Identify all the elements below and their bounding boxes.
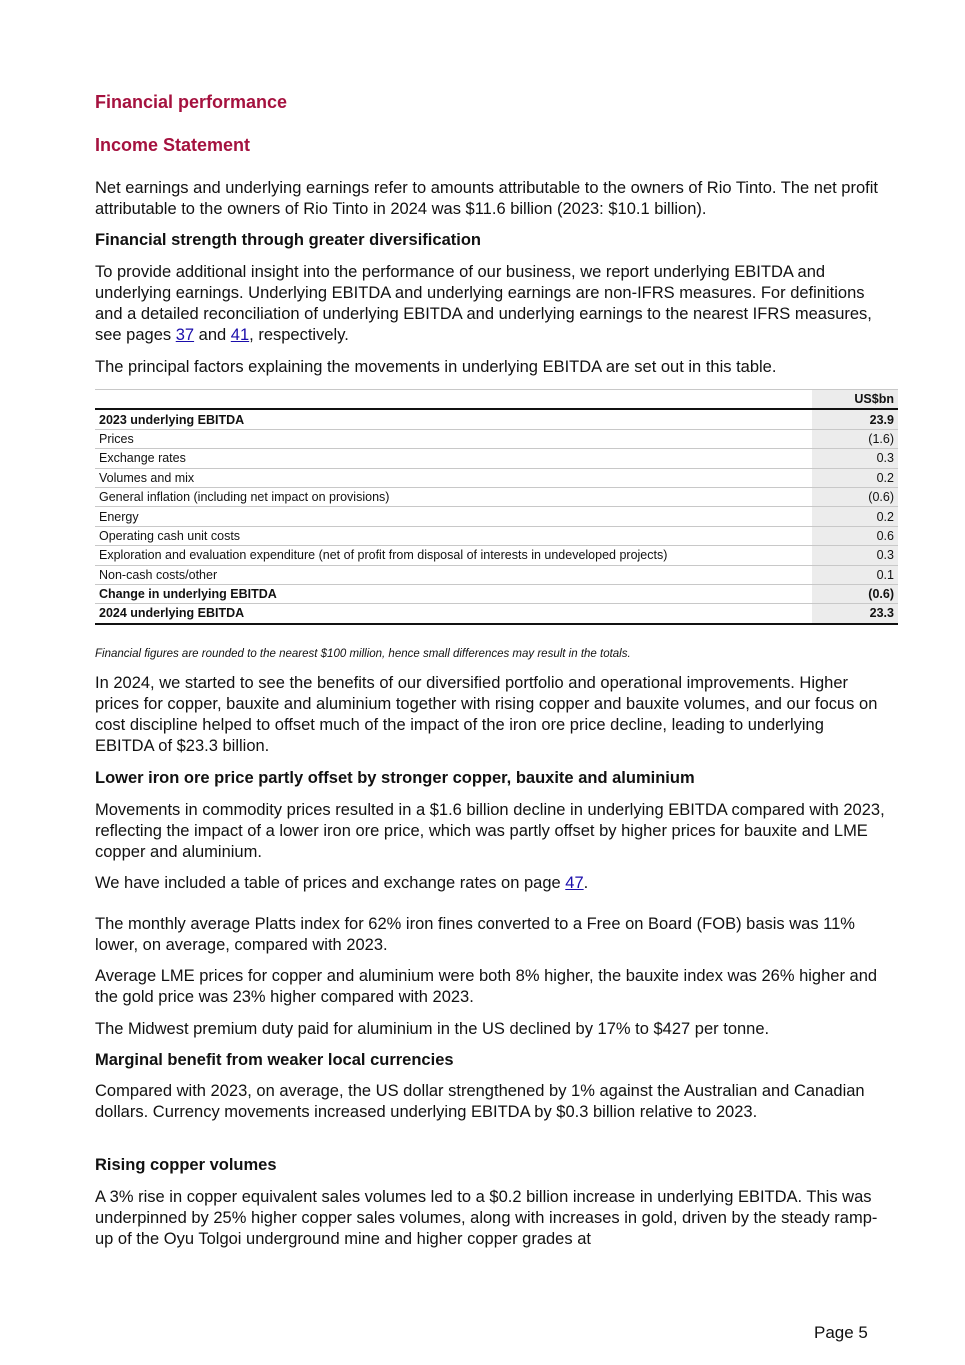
- row-label: Exploration and evaluation expenditure (net of profit from disposal of interests in undeveloped projects): [95, 546, 812, 565]
- row-label: 2023 underlying EBITDA: [95, 409, 812, 429]
- table-row: [95, 507, 898, 526]
- table-footnote: Financial figures are rounded to the nearest $100 million, hence small differences may result in the totals.: [95, 648, 631, 660]
- paragraph-copper-volumes: A 3% rise in copper equivalent sales volumes led to a $0.2 billion increase in underlying EBITDA. This was underpinned by 25% higher copper sales volumes, along with increases in gold, driven by the steady ramp-up of the Oyu Tolgoi underground mine and higher copper grades at: [95, 1188, 878, 1248]
- row-value: 0.2: [812, 507, 898, 526]
- row-value: 0.3: [812, 546, 898, 565]
- row-label: Exchange rates: [95, 449, 812, 468]
- table-row: [95, 409, 898, 429]
- income-statement-heading: Income Statement: [95, 135, 251, 155]
- paragraph-platts-index: The monthly average Platts index for 62% iron fines converted to a Free on Board (FOB) basis was 11% lower, on average, compared with 2023.: [95, 915, 855, 954]
- row-label: 2024 underlying EBITDA: [95, 604, 812, 624]
- table-row: [95, 565, 898, 584]
- paragraph-midwest-premium: The Midwest premium duty paid for aluminium in the US declined by 17% to $427 per tonne.: [95, 1020, 770, 1038]
- row-label: Energy: [95, 507, 812, 526]
- row-label: General inflation (including net impact on provisions): [95, 487, 812, 506]
- row-value: 0.6: [812, 526, 898, 545]
- row-value: 0.2: [812, 468, 898, 487]
- page-41-link[interactable]: 41: [230, 326, 250, 344]
- table-row: [95, 604, 898, 624]
- table-row: [95, 468, 898, 487]
- table-row: [95, 546, 898, 565]
- table-row: [95, 584, 898, 603]
- paragraph-2024-benefits: In 2024, we started to see the benefits of our diversified portfolio and operational improvements. Higher prices for copper, bauxite and aluminium together with rising copper and bauxite volumes, and our focus on cost discipline helped to offset much of the impact of the iron ore price decline, leading to underlying EBITDA of $23.3 billion.: [95, 674, 878, 755]
- paragraph-commodity-prices: Movements in commodity prices resulted in a $1.6 billion decline in underlying EBITDA compared with 2023, reflecting the impact of a lower iron ore price, which was partly offset by higher prices for bauxite and LME copper and aluminium.: [95, 801, 885, 861]
- paragraph-currencies: Compared with 2023, on average, the US dollar strengthened by 1% against the Australian and Canadian dollars. Currency movements increased underlying EBITDA by $0.3 billion relative to 2023.: [95, 1082, 865, 1121]
- paragraph-table-intro: The principal factors explaining the movements in underlying EBITDA are set out in this table.: [95, 358, 777, 376]
- paragraph-text: and: [194, 326, 231, 344]
- row-value: (0.6): [812, 487, 898, 506]
- table-row: [95, 449, 898, 468]
- row-value: (0.6): [812, 584, 898, 603]
- subheading-copper-volumes: Rising copper volumes: [95, 1156, 277, 1174]
- section-heading: Financial performance: [95, 92, 288, 112]
- paragraph-text: , respectively.: [249, 326, 349, 344]
- paragraph-prices-table: [95, 873, 885, 894]
- page-number: Page 5: [814, 1323, 868, 1342]
- paragraph-lme-prices: Average LME prices for copper and aluminium were both 8% higher, the bauxite index was 26% higher and the gold price was 23% higher compared with 2023.: [95, 967, 878, 1006]
- table-row: [95, 487, 898, 506]
- row-value: 0.3: [812, 449, 898, 468]
- paragraph-net-earnings: Net earnings and underlying earnings refer to amounts attributable to the owners of Rio Tinto. The net profit attributable to the owners of Rio Tinto in 2024 was $11.6 billion (2023: $10.1 billion).: [95, 179, 878, 218]
- table-header-unit: US$bn: [812, 390, 898, 410]
- table-row: [95, 429, 898, 448]
- row-value: 23.9: [812, 409, 898, 429]
- subheading-diversification: Financial strength through greater diversification: [95, 231, 481, 249]
- page-37-link[interactable]: 37: [175, 326, 195, 344]
- paragraph-text: To provide additional insight into the performance of our business, we report underlying EBITDA and underlying earnings. Underlying EBITDA and underlying earnings are non-IFRS measures. For definitions and a detailed reconciliation of underlying EBITDA and underlying earnings to the nearest IFRS measures, see pages: [95, 263, 872, 344]
- subheading-iron-ore: Lower iron ore price partly offset by stronger copper, bauxite and aluminium: [95, 769, 695, 787]
- paragraph-non-ifrs: [95, 262, 885, 346]
- page-47-link[interactable]: 47: [565, 874, 584, 892]
- table-row: [95, 526, 898, 545]
- row-value: (1.6): [812, 429, 898, 448]
- paragraph-text: We have included a table of prices and exchange rates on page: [95, 874, 566, 892]
- row-label: Change in underlying EBITDA: [95, 584, 812, 603]
- row-label: Non-cash costs/other: [95, 565, 812, 584]
- ebitda-bridge-table: [95, 389, 898, 625]
- row-value: 23.3: [812, 604, 898, 624]
- row-label: Prices: [95, 429, 812, 448]
- table-header-blank: [95, 390, 812, 410]
- row-label: Operating cash unit costs: [95, 526, 812, 545]
- row-value: 0.1: [812, 565, 898, 584]
- subheading-currencies: Marginal benefit from weaker local currencies: [95, 1051, 454, 1069]
- row-label: Volumes and mix: [95, 468, 812, 487]
- paragraph-text: .: [583, 874, 589, 892]
